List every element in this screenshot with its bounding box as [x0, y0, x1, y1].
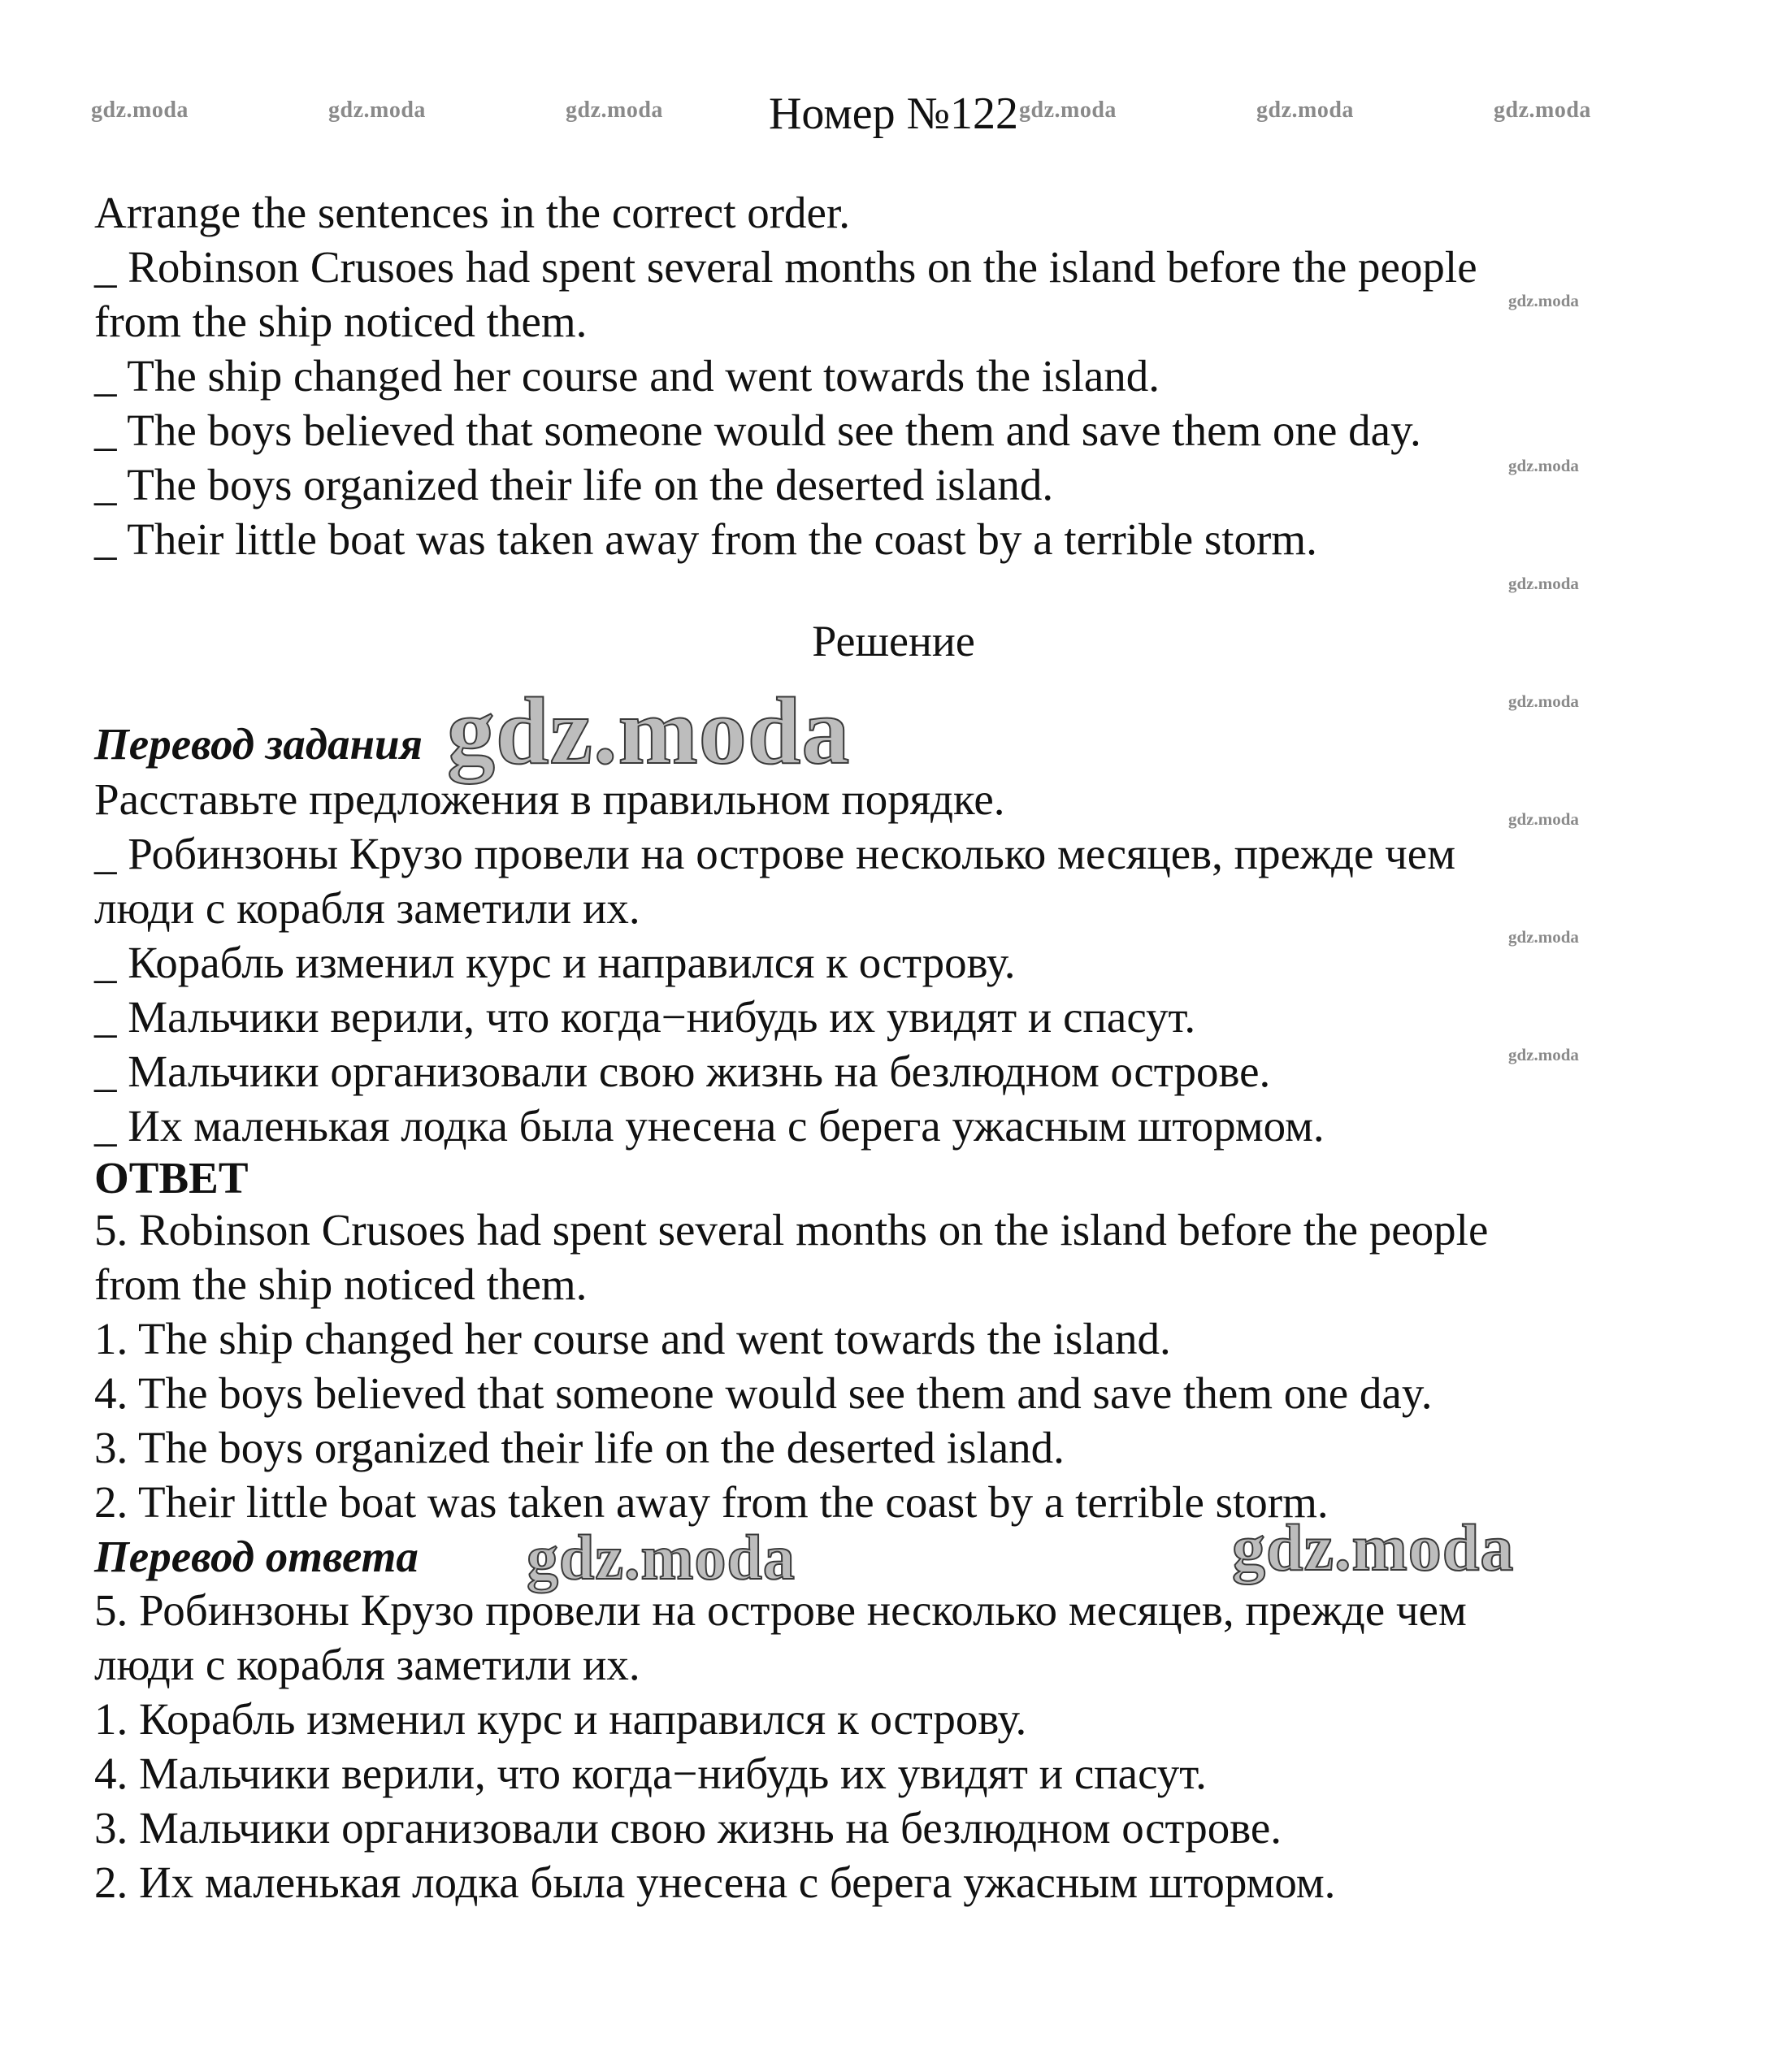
answer-line: 1. The ship changed her course and went towards the island.	[94, 1314, 1171, 1363]
task-block	[94, 185, 1638, 566]
task-line: from the ship noticed them.	[94, 297, 588, 346]
task-line: _ The boys organized their life on the deserted island.	[94, 460, 1054, 509]
task-translation-line: _ Корабль изменил курс и направился к острову.	[94, 938, 1016, 987]
answer-translation-line: 3. Мальчики организовали свою жизнь на безлюдном острове.	[94, 1803, 1282, 1853]
answer-translation-heading: Перевод ответа	[94, 1532, 419, 1581]
watermark-text: gdz.moda	[1508, 691, 1579, 711]
task-translation-instruction: Расставьте предложения в правильном порядке.	[94, 774, 1005, 824]
watermark-text: gdz.moda	[1508, 456, 1579, 475]
solution-title: Решение	[812, 617, 975, 665]
task-translation-line: люди с корабля заметили их.	[94, 883, 640, 933]
task-line: _ Their little boat was taken away from the coast by a terrible storm.	[94, 514, 1317, 564]
watermark-text: gdz.moda	[328, 98, 426, 123]
watermark-text: gdz.moda	[1508, 574, 1579, 593]
answer-heading: ОТВЕТ	[94, 1153, 249, 1203]
watermark-text: gdz.moda	[1508, 1045, 1579, 1064]
answer-line: from the ship noticed them.	[94, 1259, 588, 1309]
watermark-text: gdz.moda	[1494, 98, 1591, 123]
watermark-text: gdz.moda	[91, 98, 189, 123]
watermark-text: gdz.moda	[1019, 98, 1117, 123]
watermark-logo: gdz.moda	[527, 1522, 796, 1593]
watermark-logo: gdz.moda	[1232, 1511, 1515, 1584]
answer-translation-block	[94, 1583, 1638, 1909]
watermark-text: gdz.moda	[1508, 809, 1579, 829]
task-line: _ The ship changed her course and went towards the island.	[94, 351, 1160, 401]
answer-translation-line: люди с корабля заметили их.	[94, 1640, 640, 1689]
watermark-logo: gdz.moda	[447, 678, 851, 784]
watermark-text: gdz.moda	[1508, 291, 1579, 310]
answer-translation-line: 1. Корабль изменил курс и направился к острову.	[94, 1694, 1027, 1744]
task-line: _ Robinson Crusoes had spent several months on the island before the people	[94, 242, 1477, 292]
task-line: _ The boys believed that someone would see them and save them one day.	[94, 405, 1421, 455]
task-translation-line: _ Их маленькая лодка была унесена с берега ужасным штормом.	[94, 1101, 1325, 1151]
watermark-text: gdz.moda	[566, 98, 663, 123]
task-translation-line: _ Мальчики верили, что когда−нибудь их увидят и спасут.	[94, 992, 1196, 1042]
page-title: Номер №122	[768, 89, 1019, 139]
answer-line: 5. Robinson Crusoes had spent several months on the island before the people	[94, 1205, 1489, 1255]
task-instruction: Arrange the sentences in the correct order.	[94, 188, 850, 237]
answer-line: 3. The boys organized their life on the deserted island.	[94, 1423, 1065, 1472]
answer-block	[94, 1203, 1638, 1529]
answer-line: 4. The boys believed that someone would see them and save them one day.	[94, 1368, 1433, 1418]
answer-translation-line: 2. Их маленькая лодка была унесена с берега ужасным штормом.	[94, 1857, 1336, 1907]
answer-line: 2. Their little boat was taken away from the coast by a terrible storm.	[94, 1477, 1329, 1527]
task-translation-line: _ Робинзоны Крузо провели на острове несколько месяцев, прежде чем	[94, 829, 1456, 878]
task-translation-heading: Перевод задания	[94, 719, 423, 769]
answer-translation-line: 5. Робинзоны Крузо провели на острове несколько месяцев, прежде чем	[94, 1585, 1467, 1635]
task-translation-block	[94, 772, 1638, 1153]
watermark-text: gdz.moda	[1508, 927, 1579, 947]
answer-translation-line: 4. Мальчики верили, что когда−нибудь их увидят и спасут.	[94, 1749, 1207, 1798]
task-translation-line: _ Мальчики организовали свою жизнь на безлюдном острове.	[94, 1047, 1271, 1096]
watermark-text: gdz.moda	[1256, 98, 1354, 123]
